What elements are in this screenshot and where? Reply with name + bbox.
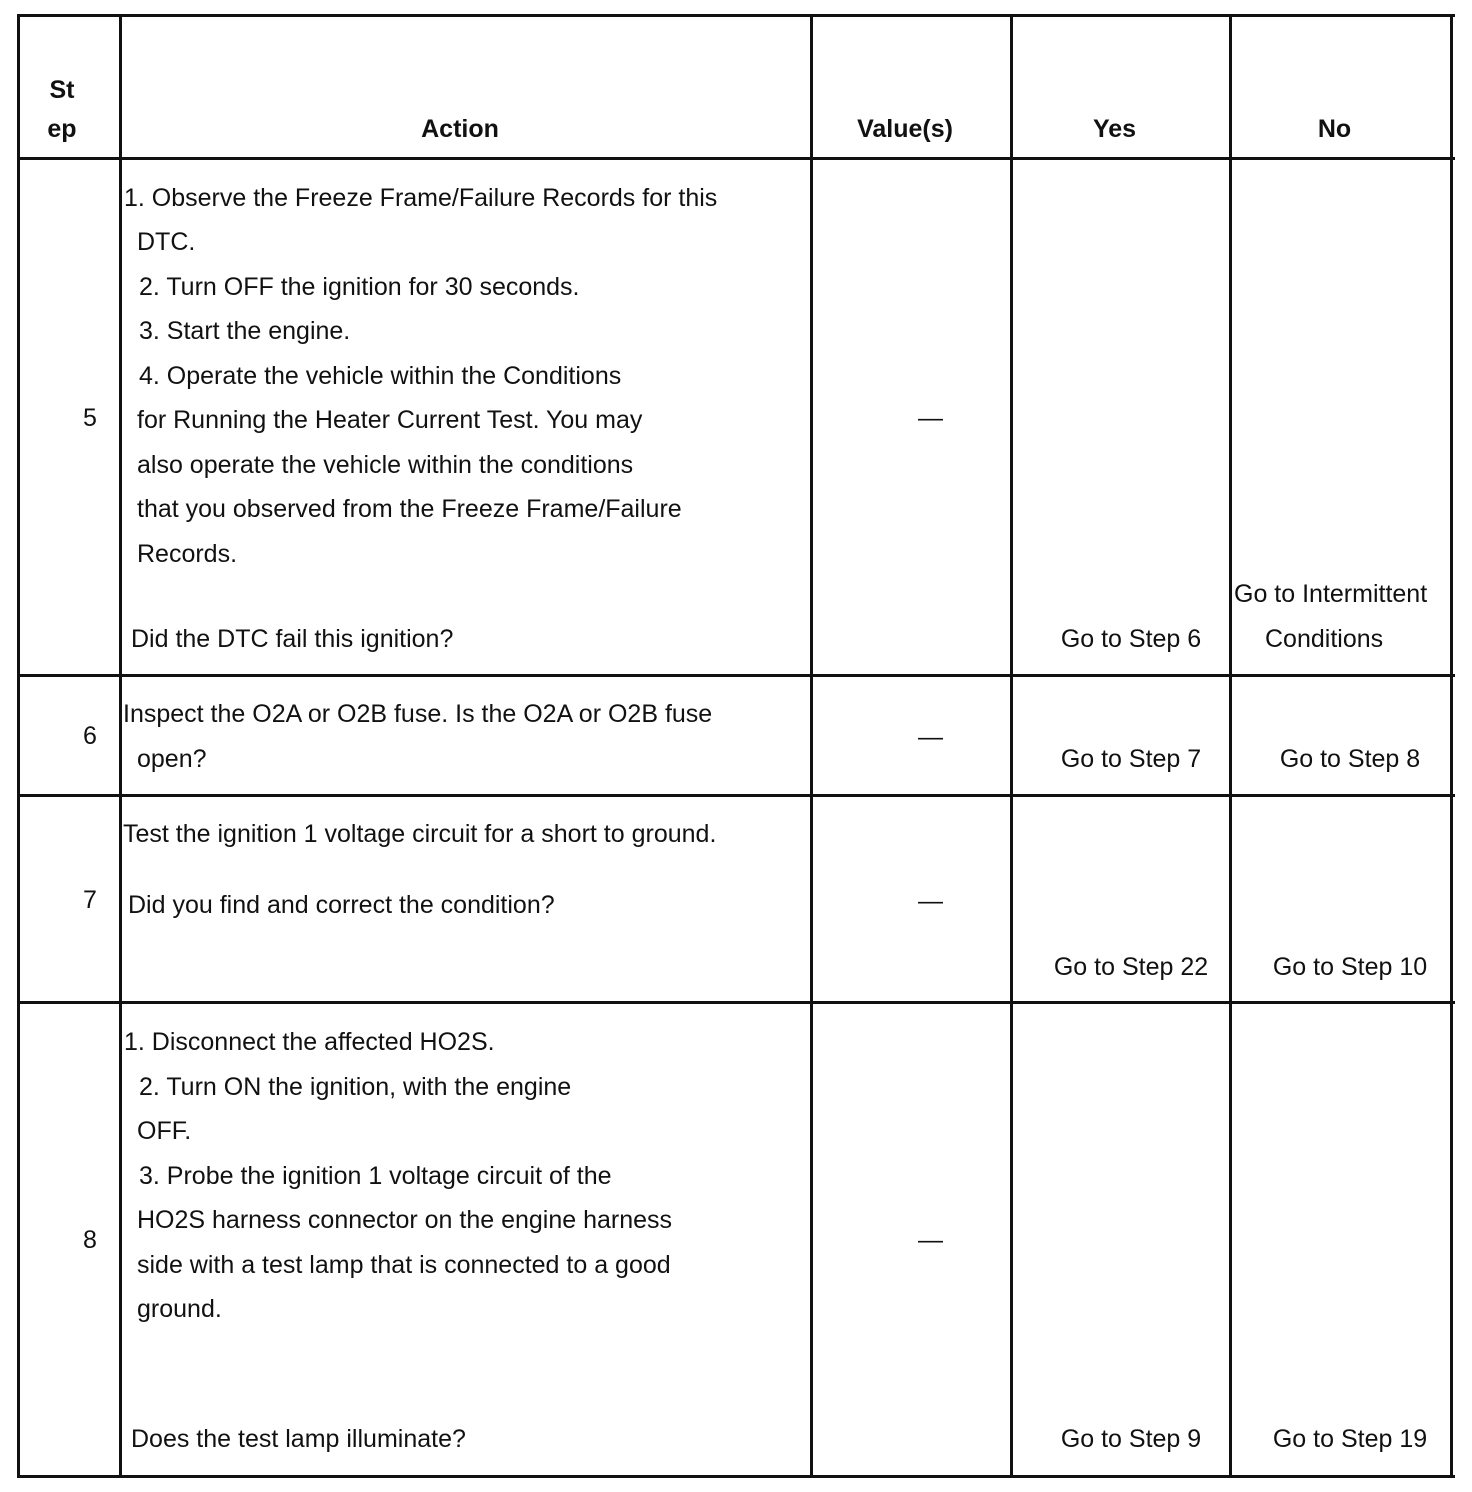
action-line: Test the ignition 1 voltage circuit for a short to ground. <box>123 820 717 848</box>
no-target: Go to Step 10 <box>1272 953 1428 981</box>
action-line: that you observed from the Freeze Frame/Failure <box>137 495 682 523</box>
yes-target: Go to Step 6 <box>1060 625 1202 653</box>
action-line: 3. Start the engine. <box>139 317 351 345</box>
action-line: Records. <box>137 540 238 568</box>
header-yes: Yes <box>1092 115 1137 143</box>
action-question: Did the DTC fail this ignition? <box>131 625 454 653</box>
row-divider <box>17 1001 1455 1004</box>
action-line: ground. <box>137 1295 222 1323</box>
value-dash: — <box>918 887 943 915</box>
header-action: Action <box>421 115 499 143</box>
column-divider <box>119 14 122 1478</box>
action-line: 2. Turn OFF the ignition for 30 seconds. <box>139 273 580 301</box>
step-number: 6 <box>83 722 97 750</box>
yes-target: Go to Step 9 <box>1060 1425 1202 1453</box>
yes-target: Go to Step 22 <box>1053 953 1209 981</box>
action-line: 1. Disconnect the affected HO2S. <box>124 1028 495 1056</box>
yes-target: Go to Step 7 <box>1060 745 1202 773</box>
row-divider <box>17 674 1455 677</box>
step-number: 8 <box>83 1226 97 1254</box>
action-line: open? <box>137 745 207 773</box>
value-dash: — <box>918 404 943 432</box>
table-border-left <box>17 14 20 1478</box>
action-line: HO2S harness connector on the engine harness <box>137 1206 673 1234</box>
action-line: for Running the Heater Current Test. You may <box>137 406 643 434</box>
action-line: 2. Turn ON the ignition, with the engine <box>139 1073 572 1101</box>
step-number: 5 <box>83 404 97 432</box>
header-no: No <box>1317 115 1352 143</box>
header-values: Value(s) <box>857 115 953 143</box>
action-question: Does the test lamp illuminate? <box>131 1425 466 1453</box>
header-step-line1: St <box>49 76 75 104</box>
action-line: DTC. <box>137 228 196 256</box>
action-line: OFF. <box>137 1117 192 1145</box>
no-target: Go to Step 19 <box>1272 1425 1428 1453</box>
table-border-bottom <box>17 1475 1455 1478</box>
value-dash: — <box>918 723 943 751</box>
no-target-line1: Go to Intermittent <box>1234 580 1428 608</box>
header-step-line2: ep <box>47 115 77 143</box>
action-line: side with a test lamp that is connected to a good <box>137 1251 671 1279</box>
row-divider <box>17 794 1455 797</box>
no-target-line2: Conditions <box>1265 625 1384 653</box>
action-line: Inspect the O2A or O2B fuse. Is the O2A or O2B fuse <box>123 700 713 728</box>
action-line: also operate the vehicle within the conditions <box>137 451 634 479</box>
value-dash: — <box>918 1226 943 1254</box>
no-target: Go to Step 8 <box>1279 745 1421 773</box>
action-line: 4. Operate the vehicle within the Conditions <box>139 362 622 390</box>
table-border-top <box>17 14 1455 17</box>
column-divider <box>810 14 813 1478</box>
action-line: 3. Probe the ignition 1 voltage circuit of the <box>139 1162 612 1190</box>
row-divider <box>17 157 1455 160</box>
action-question: Did you find and correct the condition? <box>128 891 555 919</box>
step-number: 7 <box>83 886 97 914</box>
action-line: 1. Observe the Freeze Frame/Failure Records for this <box>124 184 718 212</box>
